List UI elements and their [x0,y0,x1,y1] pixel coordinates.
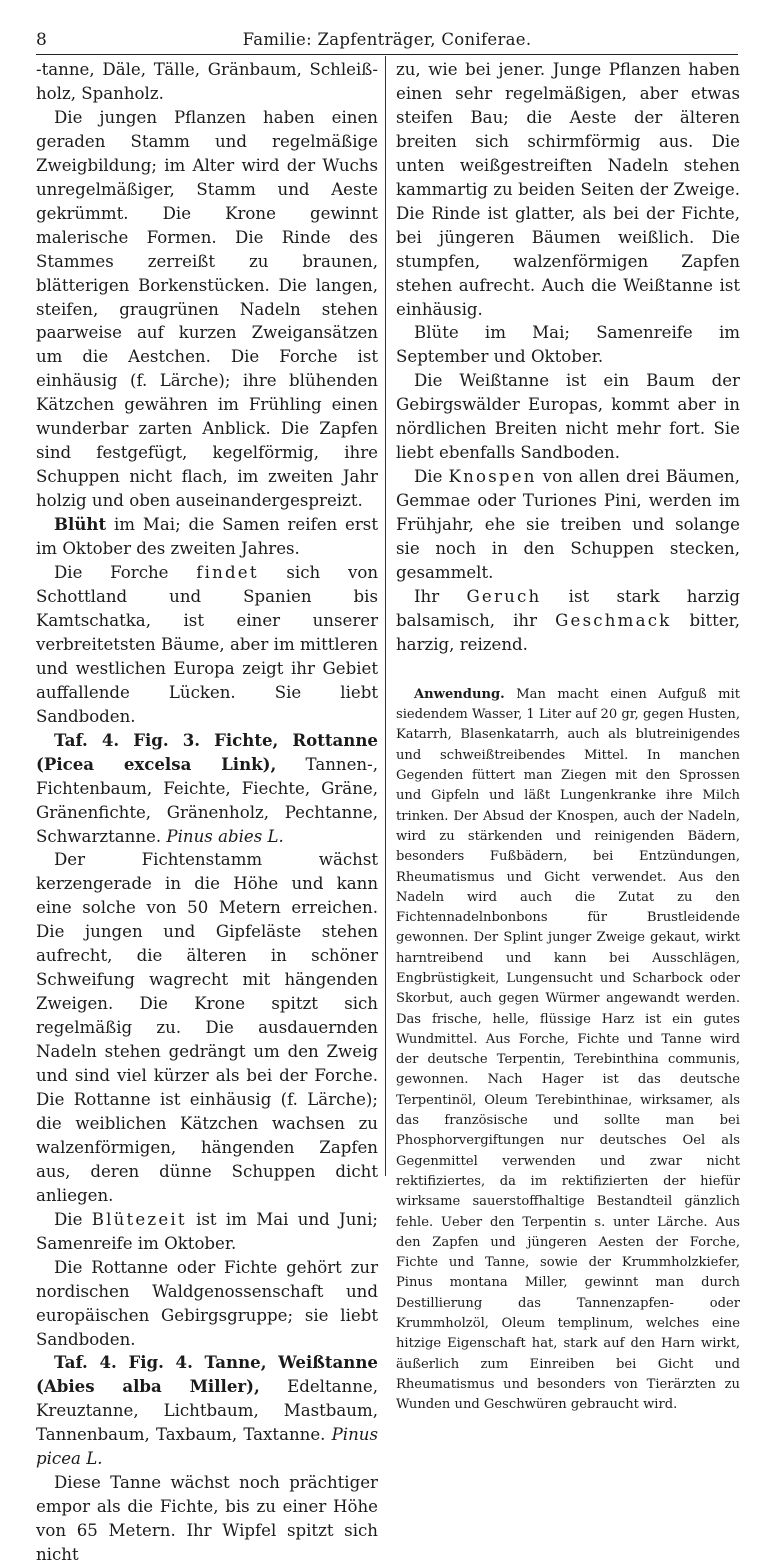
findet-term: findet [196,563,259,583]
left-paragraph-6: Der Fichtenstamm wächst kerzengerade in die Höhe und kann eine solche von 50 Metern erreichen. Die jungen und Gipfeläste stehen aufrecht, die älteren in schöner Schweifung wagrecht mit hängenden Zweigen. Die Krone spitzt sich regelmäßig zu. Die ausdauernden Nadeln stehen gedrängt um den Zweig und sind viel kürzer als bei der Forche. Die Rottanne ist einhäusig (f. Lärche); die weiblichen Kätzchen wachsen zu walzenförmigen, hängenden Zapfen aus, deren dünne Schuppen dicht anliegen. [36,850,378,1205]
species-heading-fichte: Taf. 4. Fig. 3. Fichte, Rottanne (Picea excelsa Link), Tannen-, Fichtenbaum, Feichte, Fiechte, Gräne, Gränenfichte, Gränenholz, Pechtanne, Schwarztanne. Pinus abies L. [36,729,378,846]
header-rule [36,54,738,55]
anwendung-heading: Anwendung. [414,686,505,702]
page-number: 8 [36,30,47,50]
left-paragraph-7: Die Blütezeit ist im Mai und Juni; Samenreife im Oktober. [36,1209,378,1253]
left-paragraph-2: Die jungen Pflanzen haben einen geraden Stamm und regelmäßige Zweigbildung; im Alter wird der Wuchs unregelmäßiger, Stamm und Aeste gekrümmt. Die Krone gewinnt malerische Formen. Die Rinde des Stammes zerreißt zu braunen, blätterigen Borkenstücken. Die langen, steifen, graugrünen Nadeln stehen paarweise auf kurzen Zweigansätzen um die Aestchen. Die Forche ist einhäusig (f. Lärche); ihre blühenden Kätzchen gewähren im Frühling einen wunderbar zarten Anblick. Die Zapfen sind festgefügt, kegelförmig, ihre Schuppen nicht flach, im zweiten Jahr holzig und oben auseinandergespreizt. [36,107,378,511]
running-title: Familie: Zapfenträger, Coniferae. [242,30,532,49]
right-paragraph-4: Die Knospen von allen drei Bäumen, Gemmae oder Turiones Pini, werden im Frühjahr, ehe sie treiben und solange sie noch in den Schuppen stecken, gesammelt. [396,467,740,583]
anwendung-section [396,685,740,1416]
geruch-term: Geruch [466,586,542,606]
column-divider [385,56,386,1176]
knospen-term: Knospen [448,467,537,487]
right-paragraph-2: Blüte im Mai; Samenreife im September und Oktober. [396,323,740,367]
anwendung-paragraph: Anwendung. Man macht einen Aufguß mit siedendem Wasser, 1 Liter auf 20 gr, gegen Husten, Katarrh, Blasenkatarrh, auch als blutreinigendes und schweißtreibendes Mittel. In manchen Gegenden füttert man Ziegen mit den Sprossen und Gipfeln und läßt Lungenkranke ihre Milch trinken. Der Absud der Knospen, auch der Nadeln, wird zu stärkenden und reinigenden Bädern, besonders Fußbädern, bei Entzündungen, Rheumatismus und Gicht verwendet. Aus den Nadeln wird auch die Zutat zu den Fichtennadelnbonbons für Brustleidende gewonnen. Der Splint junger Zweige gekaut, wirkt harntreibend und kann bei Ausschlägen, Engbrüstigkeit, Lungensucht und Scharbock oder Skorbut, auch gegen Würmer angewandt werden. Das frische, helle, flüssige Harz ist ein gutes Wundmittel. Aus Forche, Fichte und Tanne wird der deutsche Terpentin, Terebinthina communis, gewonnen. Nach Hager ist das deutsche Terpentinöl, Oleum Terebinthinae, wirksamer, als das französische und sollte man bei Phosphorvergiftungen nur deutsches Oel als Gegenmittel verwenden und zwar nicht rektifiziertes, da im rektifizierten der hiefür wirksame sauerstoffhaltige Bestandteil gänzlich fehle. Ueber den Terpentin s. unter Lärche. Aus den Zapfen und jüngeren Aesten der Forche, Fichte und Tanne, sowie der Krummholzkiefer, Pinus montana Miller, gewinnt man durch Destillierung das Tannenzapfen- oder Krummholzöl, Oleum templinum, welches eine hitzige Eigenschaft hat, stark auf den Harn wirkt, äußerlich zum Einreiben bei Gicht und Rheumatismus und besonders von Tierärzten zu Wunden und Geschwüren gebraucht wird. [396,686,740,1413]
left-paragraph-8: Die Rottanne oder Fichte gehört zur nordischen Waldgenossenschaft und europäischen Gebirgsgruppe; sie liebt Sandboden. [36,1257,378,1349]
species-heading-tanne: Taf. 4. Fig. 4. Tanne, Weißtanne (Abies alba Miller), Edeltanne, Kreuztanne, Lichtbaum, Mastbaum, Tannenbaum, Taxbaum, Taxtanne. Pinus picea L. [36,1352,379,1469]
left-paragraph-10: Diese Tanne wächst noch prächtiger empor als die Fichte, bis zu einer Höhe von 65 Metern. Ihr Wipfel spitzt sich nicht [36,1473,378,1565]
left-paragraph-3: Blüht im Mai; die Samen reifen erst im Oktober des zweiten Jahres. [36,514,378,559]
left-paragraph-1: -tanne, Däle, Tälle, Gränbaum, Schleiß-holz, Spanholz. [36,60,378,103]
geschmack-term: Geschmack [555,610,672,630]
right-column [396,58,740,1416]
right-paragraph-1: zu, wie bei jener. Junge Pflanzen haben einen sehr regelmäßigen, aber etwas steifen Bau; die Aeste der älteren breiten sich schirmförmig aus. Die unten weißgestreiften Nadeln stehen kammartig zu beiden Seiten der Zweige. Die Rinde ist glatter, als bei der Fichte, bei jüngeren Bäumen weißlich. Die stumpfen, walzenförmigen Zapfen stehen aufrecht. Auch die Weißtanne ist einhäusig. [396,60,740,319]
left-column [36,58,378,1567]
right-paragraph-3: Die Weißtanne ist ein Baum der Gebirgswälder Europas, kommt aber in nördlichen Breiten nicht mehr fort. Sie liebt ebenfalls Sandboden. [396,371,740,463]
blutezeit-term: Blütezeit [91,1209,187,1229]
page-header [36,30,738,52]
bluht-term: Blüht [54,514,107,535]
right-paragraph-5: Ihr Geruch ist stark harzig balsamisch, ihr Geschmack bitter, harzig, reizend. [396,586,740,654]
left-paragraph-4: Die Forche findet sich von Schottland und Spanien bis Kamtschatka, ist einer unserer verbreitetsten Bäume, aber im mittleren und westlichen Europa zeigt ihr Gebiet auffallende Lücken. Sie liebt Sandboden. [36,563,379,726]
